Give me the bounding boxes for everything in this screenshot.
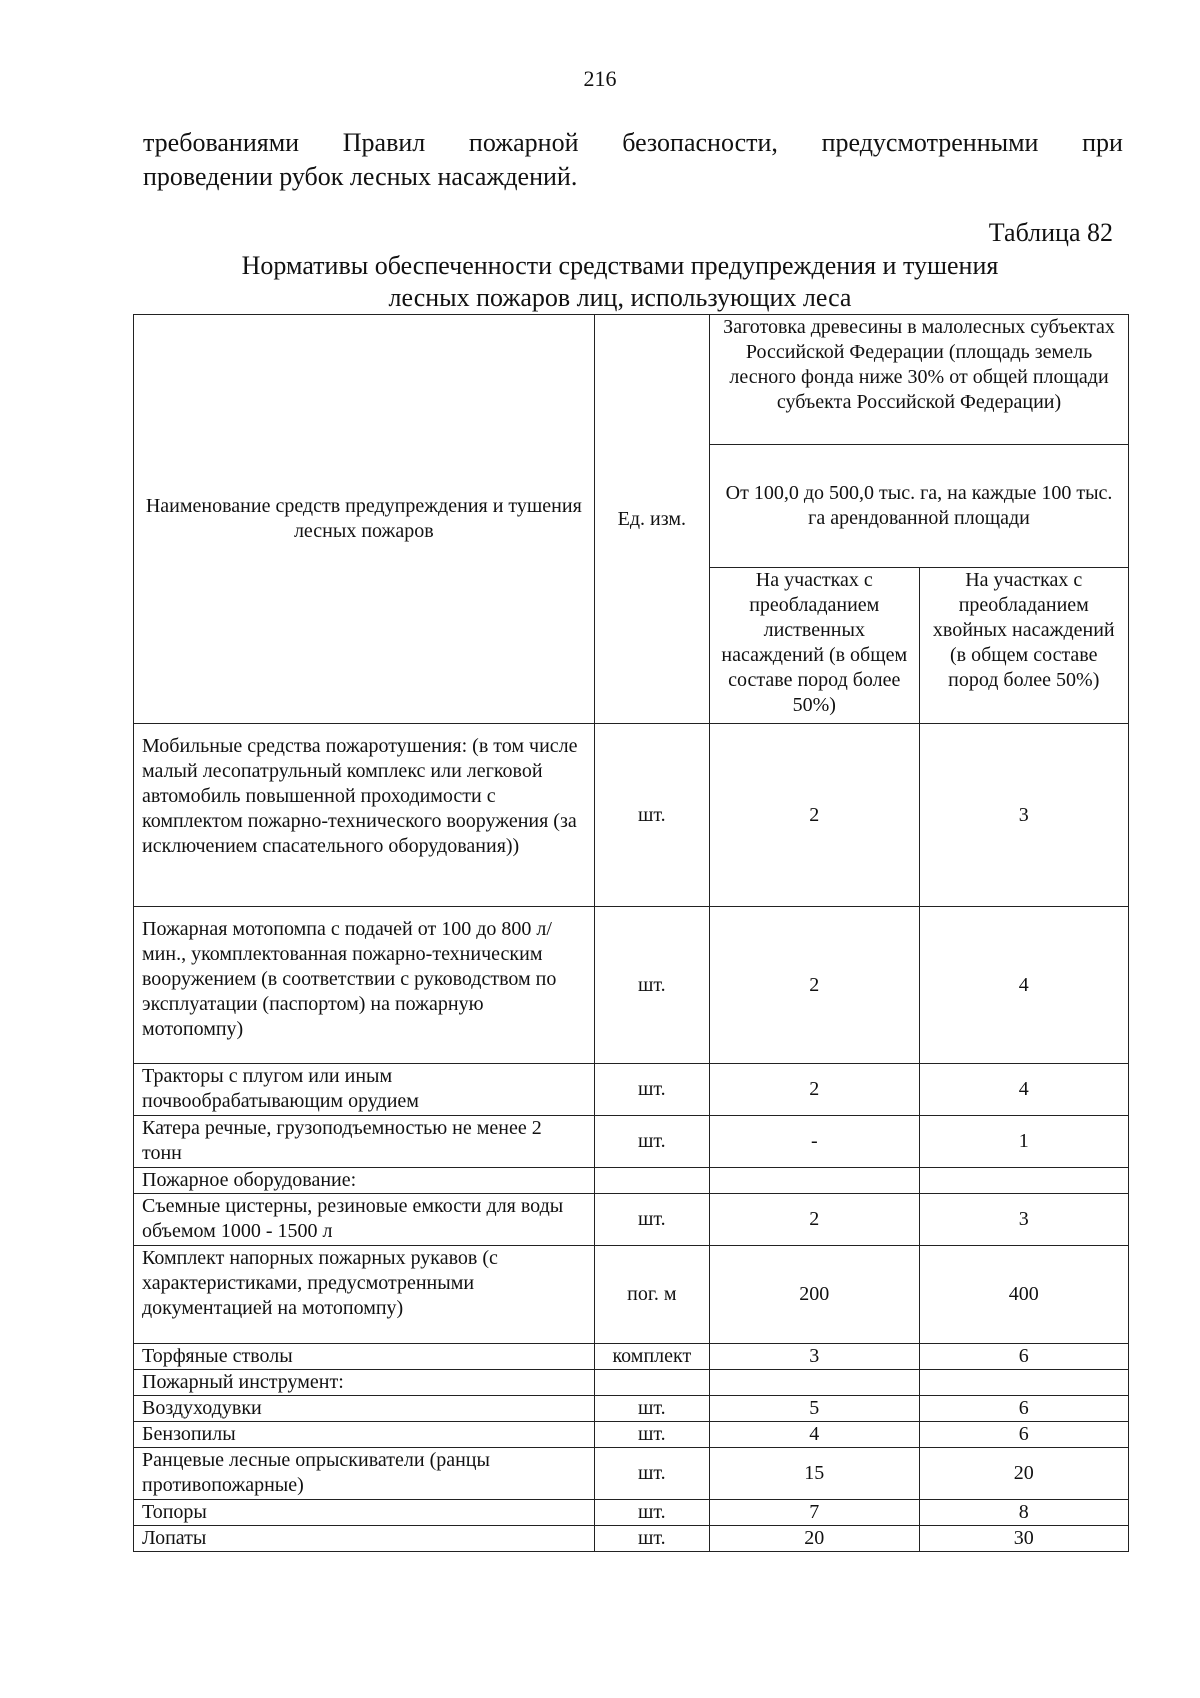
row-value-coniferous: 1 <box>919 1116 1128 1168</box>
header-area: От 100,0 до 500,0 тыс. га, на каждые 100 тыс. га арендованной площади <box>710 445 1129 568</box>
row-name: Лопаты <box>134 1526 595 1552</box>
intro-word: Правил <box>342 128 426 157</box>
row-value-coniferous <box>919 1168 1128 1194</box>
row-value-coniferous: 3 <box>919 1194 1128 1246</box>
row-name: Катера речные, грузоподъемностью не менее 2 тонн <box>134 1116 595 1168</box>
table-row <box>134 1344 1129 1370</box>
intro-paragraph <box>143 126 1123 194</box>
intro-line-2: проведении рубок лесных насаждений. <box>143 162 578 191</box>
page-number: 216 <box>583 66 617 91</box>
row-name: Ранцевые лесные опрыскиватели (ранцы противопожарные) <box>134 1448 595 1500</box>
table-row <box>134 1064 1129 1116</box>
row-unit: шт. <box>594 1422 709 1448</box>
table-row <box>134 1422 1129 1448</box>
row-value-deciduous <box>710 1168 919 1194</box>
row-name: Пожарная мотопомпа с подачей от 100 до 800 л/мин., укомплектованная пожарно-техническим вооружением (в соответствии с руководством по эксплуатации (паспортом) на пожарную мотопомпу) <box>134 907 595 1064</box>
header-group: Заготовка древесины в малолесных субъектах Российской Федерации (площадь земель лесного фонда ниже 30% от общей площади субъекта Российской Федерации) <box>710 315 1129 445</box>
row-unit: шт. <box>594 1500 709 1526</box>
row-value-coniferous: 3 <box>919 724 1128 907</box>
row-unit: шт. <box>594 1396 709 1422</box>
table-row <box>134 1116 1129 1168</box>
row-value-deciduous: 5 <box>710 1396 919 1422</box>
row-unit: пог. м <box>594 1246 709 1344</box>
row-name: Мобильные средства пожаротушения: (в том числе малый лесопатрульный комплекс или легковой автомобиль повышенной проходимости с комплектом пожарно-технического вооружения (за исключением спасательного оборудования)) <box>134 724 595 907</box>
row-name: Съемные цистерны, резиновые емкости для воды объемом 1000 - 1500 л <box>134 1194 595 1246</box>
row-value-deciduous: 200 <box>710 1246 919 1344</box>
intro-word: пожарной <box>468 128 579 157</box>
row-unit: шт. <box>594 1448 709 1500</box>
row-value-coniferous <box>919 1370 1128 1396</box>
table-row <box>134 1396 1129 1422</box>
row-value-coniferous: 4 <box>919 1064 1128 1116</box>
intro-word: при <box>1082 128 1123 157</box>
row-value-deciduous: 7 <box>710 1500 919 1526</box>
row-value-coniferous: 30 <box>919 1526 1128 1552</box>
intro-line-1 <box>143 126 1123 160</box>
row-value-deciduous: 2 <box>710 1064 919 1116</box>
row-unit: шт. <box>594 1526 709 1552</box>
row-value-deciduous: 15 <box>710 1448 919 1500</box>
row-value-deciduous <box>710 1370 919 1396</box>
row-name: Пожарный инструмент: <box>134 1370 595 1396</box>
row-value-deciduous: - <box>710 1116 919 1168</box>
row-value-coniferous: 4 <box>919 907 1128 1064</box>
table-title <box>130 250 1110 314</box>
table-row <box>134 1500 1129 1526</box>
row-value-deciduous: 2 <box>710 907 919 1064</box>
row-value-coniferous: 6 <box>919 1344 1128 1370</box>
row-name: Воздуходувки <box>134 1396 595 1422</box>
row-value-deciduous: 2 <box>710 1194 919 1246</box>
table-label: Таблица 82 <box>988 218 1113 247</box>
header-col-deciduous: На участках с преобладанием лиственных насаждений (в общем составе пород более 50%) <box>710 568 919 724</box>
row-unit <box>594 1370 709 1396</box>
row-value-deciduous: 3 <box>710 1344 919 1370</box>
table-row <box>134 1194 1129 1246</box>
row-value-deciduous: 20 <box>710 1526 919 1552</box>
table-row <box>134 724 1129 907</box>
table-row <box>134 1526 1129 1552</box>
row-value-coniferous: 6 <box>919 1422 1128 1448</box>
table-row <box>134 1370 1129 1396</box>
row-name: Комплект напорных пожарных рукавов (с характеристиками, предусмотренными документацией на мотопомпу) <box>134 1246 595 1344</box>
table-row <box>134 907 1129 1064</box>
intro-word: предусмотренными <box>821 128 1039 157</box>
row-name: Торфяные стволы <box>134 1344 595 1370</box>
row-name: Пожарное оборудование: <box>134 1168 595 1194</box>
header-name: Наименование средств предупреждения и тушения лесных пожаров <box>134 315 595 724</box>
row-value-coniferous: 8 <box>919 1500 1128 1526</box>
row-unit: шт. <box>594 1116 709 1168</box>
table-title-line-2: лесных пожаров лиц, использующих леса <box>388 283 852 312</box>
row-unit: комплект <box>594 1344 709 1370</box>
row-value-coniferous: 400 <box>919 1246 1128 1344</box>
row-name: Топоры <box>134 1500 595 1526</box>
table-row <box>134 1448 1129 1500</box>
row-name: Тракторы с плугом или иным почвообрабатывающим орудием <box>134 1064 595 1116</box>
header-col-coniferous: На участках с преобладанием хвойных насаждений (в общем составе пород более 50%) <box>919 568 1128 724</box>
table-header <box>134 315 1129 724</box>
table-body <box>134 724 1129 1552</box>
row-value-coniferous: 20 <box>919 1448 1128 1500</box>
row-unit: шт. <box>594 724 709 907</box>
table-row <box>134 1246 1129 1344</box>
row-value-deciduous: 4 <box>710 1422 919 1448</box>
table-title-line-1: Нормативы обеспеченности средствами предупреждения и тушения <box>241 251 999 280</box>
norms-table <box>133 314 1129 1552</box>
row-name: Бензопилы <box>134 1422 595 1448</box>
row-value-deciduous: 2 <box>710 724 919 907</box>
table-row <box>134 1168 1129 1194</box>
row-unit: шт. <box>594 907 709 1064</box>
intro-word: требованиями <box>143 128 300 157</box>
header-unit: Ед. изм. <box>594 315 709 724</box>
row-unit: шт. <box>594 1064 709 1116</box>
row-value-coniferous: 6 <box>919 1396 1128 1422</box>
intro-word: безопасности, <box>622 128 778 157</box>
row-unit <box>594 1168 709 1194</box>
row-unit: шт. <box>594 1194 709 1246</box>
